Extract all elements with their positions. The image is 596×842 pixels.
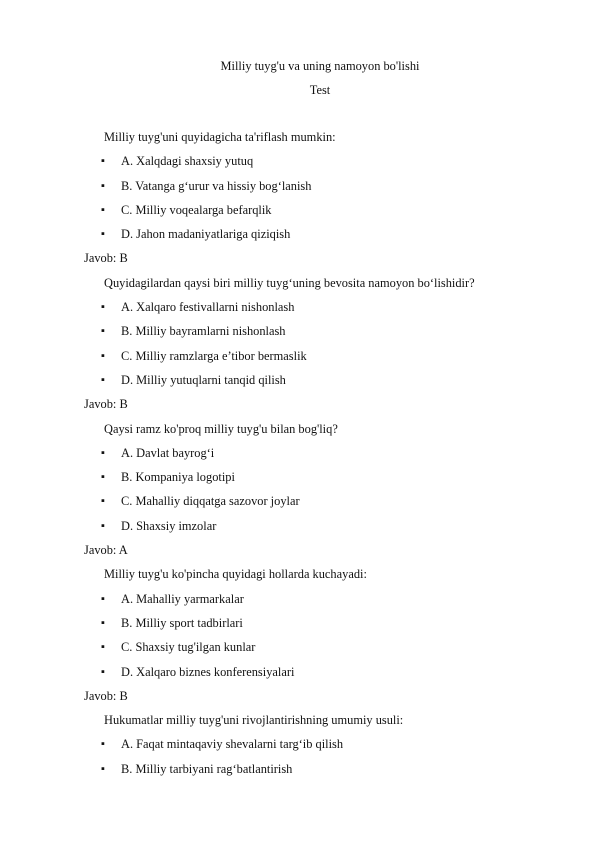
bullet-icon: ▪	[101, 179, 105, 192]
bullet-icon: ▪	[101, 203, 105, 216]
answer-option: ▪ B. Vatanga g‘urur va hissiy bog‘lanish	[101, 178, 312, 193]
answer-option: ▪ C. Milliy ramzlarga e’tibor bermaslik	[101, 348, 307, 363]
bullet-icon: ▪	[101, 228, 105, 241]
question-text: Qaysi ramz ko'proq milliy tuyg'u bilan bog'liq?	[104, 421, 338, 436]
bullet-icon: ▪	[101, 592, 105, 605]
answer-option: ▪ C. Shaxsiy tug'ilgan kunlar	[101, 640, 256, 655]
answer-option: ▪ D. Milliy yutuqlarni tanqid qilish	[101, 372, 286, 387]
bullet-icon: ▪	[101, 762, 105, 775]
answer-option: ▪ A. Faqat mintaqaviy shevalarni targ‘ib qilish	[101, 737, 344, 752]
document-title: Milliy tuyg'u va uning namoyon bo'lishi	[220, 59, 420, 73]
document-subtitle: Test	[309, 83, 331, 97]
bullet-icon: ▪	[101, 495, 105, 508]
answer-option: ▪ A. Davlat bayrog‘i	[101, 445, 215, 460]
bullet-icon: ▪	[101, 738, 105, 751]
question-list	[0, 128, 596, 784]
bullet-icon: ▪	[101, 665, 105, 678]
bullet-icon: ▪	[101, 446, 105, 459]
bullet-icon: ▪	[101, 616, 105, 629]
bullet-icon: ▪	[101, 155, 105, 168]
answer-option: ▪ D. Jahon madaniyatlariga qiziqish	[101, 227, 291, 242]
answer-option: ▪ C. Mahalliy diqqatga sazovor joylar	[101, 494, 300, 509]
answer-key: Javob: A	[84, 543, 128, 558]
bullet-icon: ▪	[101, 471, 105, 484]
answer-option: ▪ B. Milliy tarbiyani rag‘batlantirish	[101, 761, 293, 776]
bullet-icon: ▪	[101, 301, 105, 314]
bullet-icon: ▪	[101, 519, 105, 532]
answer-option: ▪ B. Kompaniya logotipi	[101, 470, 235, 485]
question-text: Hukumatlar milliy tuyg'uni rivojlantirishning umumiy usuli:	[104, 713, 404, 728]
answer-key: Javob: B	[84, 397, 128, 412]
answer-option: ▪ D. Xalqaro biznes konferensiyalari	[101, 664, 295, 679]
answer-option: ▪ C. Milliy voqealarga befarqlik	[101, 202, 272, 217]
question-text: Milliy tuyg'uni quyidagicha ta'riflash mumkin:	[104, 130, 336, 144]
answer-key: Javob: B	[84, 251, 128, 266]
answer-option: ▪ A. Mahalliy yarmarkalar	[101, 591, 244, 606]
answer-key: Javob: B	[84, 688, 128, 703]
bullet-icon: ▪	[101, 641, 105, 654]
question-text: Milliy tuyg'u ko'pincha quyidagi hollarda kuchayadi:	[104, 567, 367, 582]
bullet-icon: ▪	[101, 373, 105, 386]
answer-option: ▪ B. Milliy sport tadbirlari	[101, 615, 243, 630]
bullet-icon: ▪	[101, 325, 105, 338]
answer-option: ▪ B. Milliy bayramlarni nishonlash	[101, 324, 286, 339]
answer-option: ▪ A. Xalqaro festivallarni nishonlash	[101, 300, 295, 315]
answer-option: ▪ D. Shaxsiy imzolar	[101, 518, 217, 533]
bullet-icon: ▪	[101, 349, 105, 362]
question-text: Quyidagilardan qaysi biri milliy tuyg‘uning bevosita namoyon bo‘lishidir?	[104, 275, 475, 290]
answer-option: ▪ A. Xalqdagi shaxsiy yutuq	[101, 154, 254, 169]
